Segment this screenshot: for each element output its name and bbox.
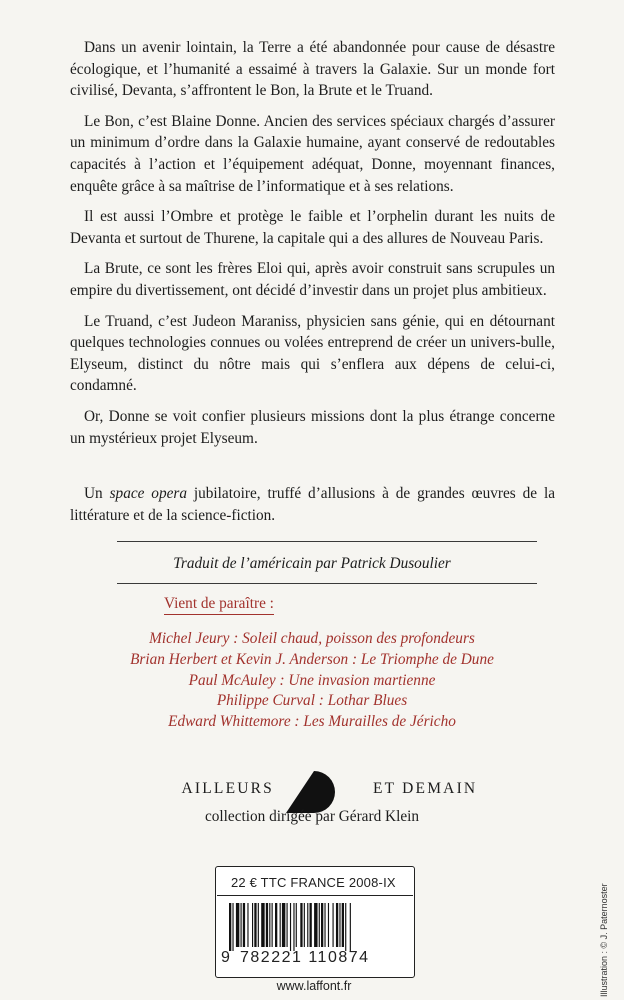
barcode-bar [280, 903, 281, 947]
publisher-url: www.laffont.fr [276, 979, 352, 993]
barcode-bar [300, 903, 302, 947]
synopsis-paragraph: Or, Donne se voit confier plusieurs missions dont la plus étrange concerne un mystérieux projet Elyseum. [70, 407, 555, 447]
barcode-bar [328, 903, 329, 947]
price-label: 22 € TTC FRANCE 2008-IX [231, 875, 396, 890]
barcode-bar [296, 903, 297, 947]
list-item: Brian Herbert et Kevin J. Anderson : Le Triomphe de Dune [130, 650, 494, 668]
barcode-bar [287, 903, 288, 947]
barcode-bar [290, 903, 291, 951]
divider-top [117, 541, 537, 542]
isbn-lead-digit: 9 [221, 949, 232, 966]
barcode-bar [236, 903, 239, 947]
synopsis-paragraph: Dans un avenir lointain, la Terre a été abandonnée pour cause de désastre écologique, et l’humanité a essaimé à travers la Galaxie. Sur un monde fort civilisé, Devanta, s’affrontent le Bon, la Brute et le Truand. [70, 39, 555, 100]
barcode-bar [336, 903, 338, 947]
tagline [70, 483, 555, 526]
barcode-bar [310, 903, 312, 947]
barcode-bar [258, 903, 259, 947]
tagline-before: Un [84, 485, 110, 502]
barcode-bar [350, 903, 351, 951]
series-name-left: AILLEURS [181, 780, 274, 797]
barcode-bar [282, 903, 285, 947]
divider-bottom [117, 583, 537, 584]
synopsis-paragraph: Il est aussi l’Ombre et protège le faible et l’orphelin durant les nuits de Devanta et surtout de Thurene, la capitale qui a des allures de Nouveau Paris. [70, 208, 555, 247]
barcode-bar [324, 903, 325, 947]
synopsis-paragraph: La Brute, ce sont les frères Eloi qui, après avoir construit sans scrupules un empire du divertissement, ont décidé d’investir dans un projet plus ambitieux. [70, 260, 555, 299]
recent-heading: Vient de paraître : [164, 595, 274, 615]
isbn-digits: 782221 110874 [240, 949, 370, 966]
barcode-bar [252, 903, 253, 947]
translator-credit: Traduit de l’américain par Patrick Dusoulier [173, 555, 451, 572]
barcode-bar [247, 903, 248, 947]
barcode-bar [314, 903, 317, 947]
list-item: Edward Whittemore : Les Murailles de Jéricho [168, 713, 456, 731]
list-item: Philippe Curval : Lothar Blues [216, 692, 408, 710]
barcode-bar [304, 903, 305, 947]
barcode-bar [261, 903, 264, 947]
barcode-bar [321, 903, 323, 947]
barcode-bar [241, 903, 242, 947]
tagline-after: jubilatoire, truffé d’allusions à de grandes œuvres de la littérature et de la science-fiction. [70, 485, 555, 524]
barcode-bar [319, 903, 320, 947]
barcode-bar [254, 903, 256, 947]
price-divider [217, 895, 413, 896]
collection-director: collection dirigée par Gérard Klein [204, 808, 420, 825]
synopsis [70, 37, 555, 449]
synopsis-paragraph: Le Bon, c’est Blaine Donne. Ancien des services spéciaux chargés d’assurer un minimum d’ordre dans la Galaxie humaine, ayant conservé de redoutables capacités à l’action et l’équipement adéquat, Donne, moyennant finances, enquête grâce à sa maîtrise de l’informatique et à ses relations. [70, 112, 555, 195]
barcode-bar [232, 903, 233, 951]
tagline-italic: space opera [109, 485, 187, 502]
barcode-bar [333, 903, 334, 947]
barcode-bar [243, 903, 245, 947]
illustration-credit: Illustration : © J. Paternoster [599, 883, 609, 997]
barcode-box [215, 866, 415, 978]
barcode-bar [229, 903, 231, 951]
barcode-bar [269, 903, 270, 947]
barcode-bar [293, 903, 294, 951]
barcode-icon [229, 903, 401, 951]
synopsis-paragraph: Le Truand, c’est Judeon Maraniss, physicien sans génie, qui en détournant quelques technologies connues ou volées entreprend de créer un univers-bulle, Elyseum, distinct du nôtre mais qui s’enflera aux dépens de celui-ci, condamné. [70, 312, 555, 395]
recent-titles-list [0, 629, 624, 733]
barcode-bar [339, 903, 340, 947]
barcode-bar [342, 903, 344, 947]
barcode-bar [275, 903, 277, 947]
list-item: Michel Jeury : Soleil chaud, poisson des profondeurs [149, 630, 475, 647]
barcode-bar [345, 903, 346, 951]
list-item: Paul McAuley : Une invasion martienne [188, 671, 436, 689]
series-name-right: ET DEMAIN [373, 780, 478, 797]
barcode-bar [307, 903, 308, 947]
barcode-bar [272, 903, 273, 947]
barcode-bar [266, 903, 268, 947]
